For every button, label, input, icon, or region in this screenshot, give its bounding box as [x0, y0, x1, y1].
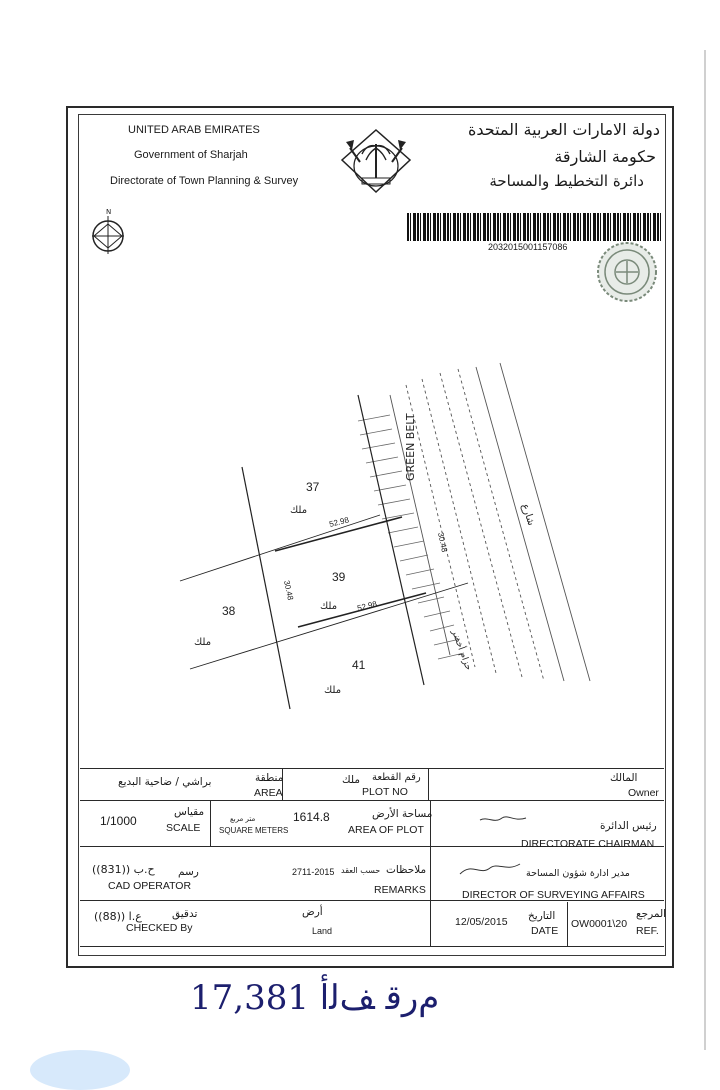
country-en: UNITED ARAB EMIRATES — [128, 124, 260, 136]
cad-ar: رسم — [178, 866, 199, 878]
remarks-en: REMARKS — [374, 884, 426, 896]
checked-value: ع.ا ((88)) — [94, 910, 142, 923]
date-ar: التاريخ — [528, 910, 556, 922]
street-label: شارع — [519, 502, 537, 528]
table-divider — [430, 800, 431, 946]
sq-m-ar: متر مربع — [230, 815, 256, 823]
checked-en: CHECKED By — [126, 922, 193, 934]
plot-no-en: PLOT NO — [362, 786, 408, 798]
corner-blob — [30, 1050, 130, 1090]
area-of-plot-ar: مساحة الأرض — [372, 808, 433, 820]
plot-39-owner: ملك — [320, 601, 338, 612]
dimension-right: 30.48 — [436, 531, 450, 554]
plot-38-number: 38 — [222, 604, 236, 618]
checked-ar: تدقيق — [172, 908, 198, 920]
cad-en: CAD OPERATOR — [108, 880, 192, 892]
green-belt-label: GREEN BELT — [404, 413, 417, 481]
government-ar: حكومة الشارقة — [554, 147, 656, 166]
table-divider — [428, 768, 429, 800]
cad-value: ح.ب ((831)) — [92, 863, 155, 876]
plot-map — [150, 355, 620, 715]
plot-39-number: 39 — [332, 570, 346, 584]
barcode-number: 2032015001157086 — [488, 242, 568, 252]
scale-value: 1/1000 — [100, 814, 137, 828]
owner-en: Owner — [628, 787, 659, 799]
area-value: براشي / ضاحية البديع — [118, 776, 212, 788]
surveying-ar: مدير ادارة شؤون المساحة — [526, 868, 630, 879]
area-en: AREA — [254, 787, 283, 799]
remarks-value-ar: حسب العقد — [341, 866, 381, 875]
table-rule — [80, 800, 664, 801]
table-divider — [567, 902, 568, 946]
area-of-plot-en: AREA OF PLOT — [348, 824, 424, 836]
area-of-plot-value: 1614.8 — [293, 810, 330, 824]
surveying-signature — [458, 860, 522, 880]
sharjah-emblem-icon — [336, 126, 416, 196]
land-en: Land — [312, 926, 333, 936]
sq-m-en: SQUARE METERS — [219, 826, 289, 835]
chairman-en: DIRECTORATE CHAIRMAN — [521, 838, 655, 850]
north-arrow-icon — [86, 206, 130, 256]
plot-38-owner: ملك — [194, 637, 212, 648]
remarks-ar: ملاحظات — [386, 864, 427, 876]
table-rule — [80, 946, 664, 947]
ref-ar: المرجع — [636, 908, 667, 920]
barcode — [407, 213, 661, 241]
svg-text:N: N — [106, 208, 112, 216]
area-ar: منطقة — [255, 772, 284, 784]
owner-ar: المالك — [610, 772, 638, 784]
surveying-en: DIRECTOR OF SURVEYING AFFAIRS — [462, 889, 645, 901]
green-belt-ar-label: حزام أخضر — [449, 628, 474, 672]
handwritten-note: ﻡﺭﻗ ﻒﻟﺃ 17,381 — [190, 978, 440, 1018]
date-en: DATE — [531, 925, 559, 937]
dimension-bottom: 52.98 — [356, 599, 378, 613]
plot-41-number: 41 — [352, 658, 366, 672]
table-divider — [210, 800, 211, 846]
plot-41-owner: ملك — [324, 685, 342, 696]
plot-37-number: 37 — [306, 480, 320, 494]
table-top-rule — [80, 768, 664, 769]
plot-no-value: ملك — [342, 774, 360, 786]
dimension-top: 52.98 — [328, 515, 350, 529]
land-ar: أرض — [302, 906, 323, 918]
page-edge — [704, 50, 706, 1050]
chairman-signature — [478, 812, 528, 828]
directorate-en: Directorate of Town Planning & Survey — [110, 175, 299, 187]
dimension-left: 30.48 — [282, 579, 296, 602]
plot-37-owner: ملك — [290, 505, 308, 516]
scale-ar: مقياس — [174, 806, 205, 818]
ref-en: REF. — [636, 925, 659, 937]
date-value: 12/05/2015 — [455, 916, 508, 928]
plot-no-ar: رقم القطعة — [372, 772, 421, 783]
government-en: Government of Sharjah — [134, 149, 248, 161]
remarks-value: 2711-2015 — [292, 867, 335, 877]
country-ar: دولة الامارات العربية المتحدة — [467, 120, 660, 139]
directorate-ar: دائرة التخطيط والمساحة — [489, 172, 644, 190]
ref-value: OW0001\20 — [571, 918, 628, 930]
chairman-ar: رئيس الدائرة — [600, 820, 657, 832]
official-stamp-icon — [592, 241, 662, 303]
scale-en: SCALE — [166, 822, 201, 834]
